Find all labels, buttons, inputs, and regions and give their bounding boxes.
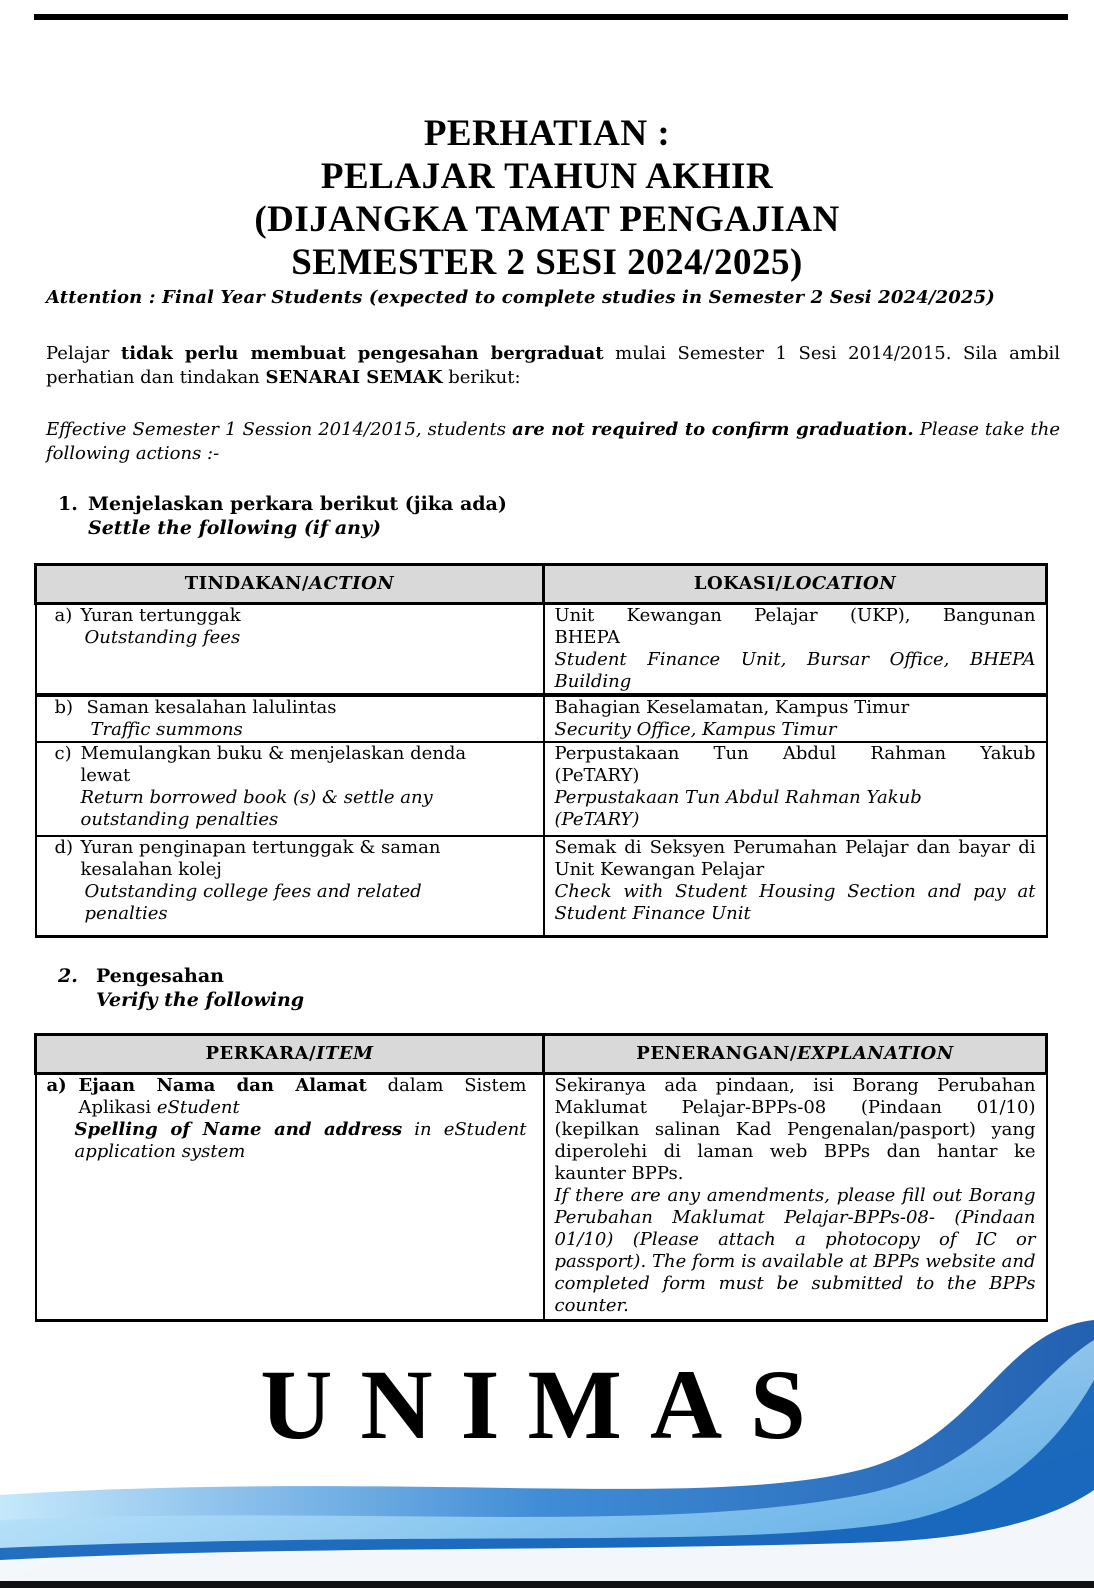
title-line-4: SEMESTER 2 SESI 2024/2025)	[291, 242, 803, 283]
table-row: a) Yuran tertunggak Outstanding fees Unit Kewangan Pelajar (UKP), Bangunan BHEPA Student Finance Unit, Bursar Office, BHEPA Building	[36, 604, 1047, 696]
table-row: a) Ejaan Nama dan Alamat dalam Sistem Aplikasi eStudent Spelling of Name and address in eStudent application system Sekiranya ada pindaan, isi Borang Perubahan Maklumat Pelajar-BPPs-08 (Pindaan 01/10) (kepilkan salinan Kad Pengenalan/pasport) yang diperolehi di laman web BPPs dan hantar ke kaunter BPPs. If there are any amendments, please fill out Borang Perubahan Maklumat Pelajar-BPPs-08- (Pindaan 01/10) (Please attach a photocopy of IC or passport). The form is available at BPPs website and completed form must be submitted to the BPPs counter.	[36, 1074, 1047, 1321]
title-line-3: (DIJANGKA TAMAT PENGAJIAN	[254, 199, 840, 240]
intro-english: Effective Semester 1 Session 2014/2015, students are not required to confirm graduation. Please take the following actions :-	[46, 419, 1060, 464]
header-item: PERKARA/ITEM	[36, 1035, 544, 1074]
table-header	[36, 565, 1047, 604]
unimas-logo: UNIMAS	[260, 1349, 834, 1460]
table-row: c) Memulangkan buku & menjelaskan denda lewat Return borrowed book (s) & settle any outstanding penalties Perpustakaan Tun Abdul Rahman Yakub (PeTARY) Perpustakaan Tun Abdul Rahman Yakub (PeTARY)	[36, 742, 1047, 836]
table-row: b) Saman kesalahan lalulintas Traffic summons Bahagian Keselamatan, Kampus Timur Security Office, Kampus Timur	[36, 695, 1047, 742]
bottom-rule	[0, 1581, 1094, 1588]
table-row: d) Yuran penginapan tertunggak & saman kesalahan kolej Outstanding college fees and related penalties Semak di Seksyen Perumahan Pelajar dan bayar di Unit Kewangan Pelajar Check with Student Housing Section and pay at Student Finance Unit	[36, 836, 1047, 937]
section-2-heading: 2. Pengesahan Verify the following	[58, 965, 305, 1011]
top-rule	[34, 14, 1068, 20]
intro-malay: Pelajar tidak perlu membuat pengesahan bergraduat mulai Semester 1 Sesi 2014/2015. Sila ambil perhatian dan tindakan SENARAI SEMAK berikut:	[46, 343, 1060, 388]
title-line-1: PERHATIAN :	[423, 113, 671, 154]
verification-table	[34, 1033, 1048, 1322]
attention-subtitle: Attention : Final Year Students (expected to complete studies in Semester 2 Sesi 2024/2025)	[46, 287, 995, 308]
header-action: TINDAKAN/ACTION	[36, 565, 544, 604]
section-1-heading: 1. Menjelaskan perkara berikut (jika ada) Settle the following (if any)	[58, 493, 507, 539]
header-explanation: PENERANGAN/EXPLANATION	[544, 1035, 1047, 1074]
page-title	[0, 112, 1094, 284]
title-line-2: PELAJAR TAHUN AKHIR	[320, 156, 774, 197]
table-header	[36, 1035, 1047, 1074]
header-location: LOKASI/LOCATION	[544, 565, 1047, 604]
settlement-table	[34, 563, 1048, 938]
